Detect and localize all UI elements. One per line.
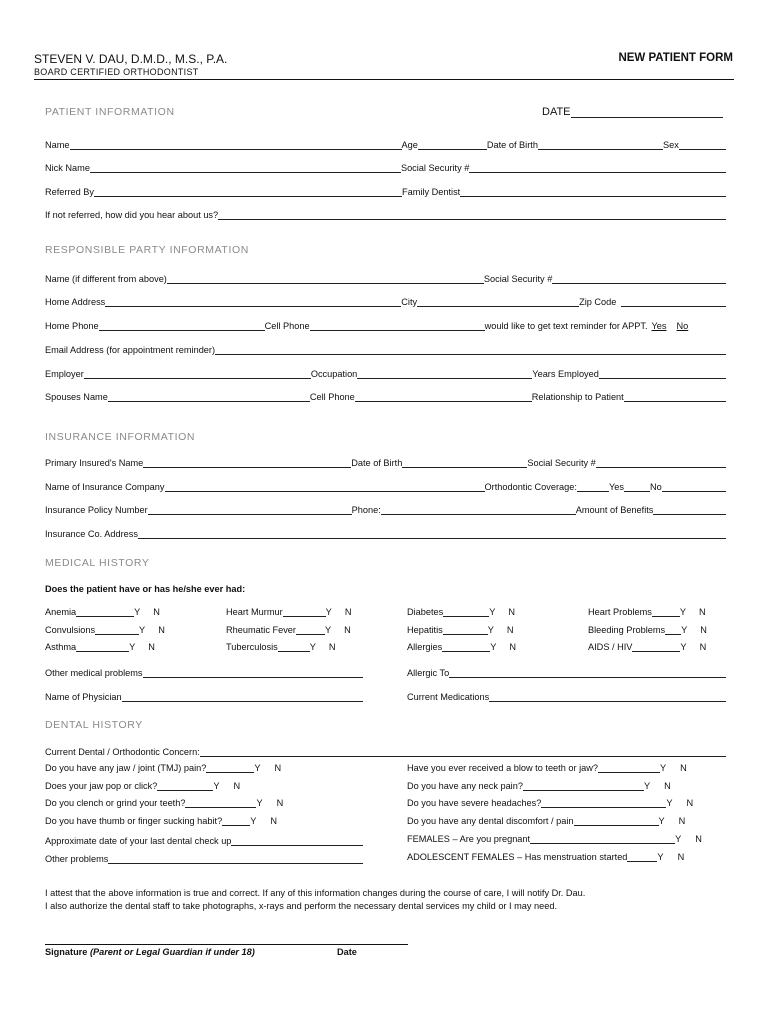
row-medications (407, 690, 726, 702)
condition-field[interactable] (632, 642, 680, 652)
email-field[interactable] (215, 345, 726, 355)
row-other-dental (45, 852, 363, 864)
dob-field[interactable] (538, 140, 663, 150)
section-responsible-party: RESPONSIBLE PARTY INFORMATION (45, 244, 249, 256)
ins-phone-field[interactable] (381, 505, 576, 515)
resp-name-field[interactable] (167, 274, 484, 284)
yes-option[interactable]: Y (658, 816, 665, 826)
sex-label: Sex (662, 140, 679, 150)
yes-option[interactable]: Y (643, 781, 651, 791)
condition-label: Bleeding Problems (588, 625, 666, 635)
no-option[interactable]: N (686, 798, 694, 808)
dental-question-field[interactable] (627, 852, 657, 862)
nickname-label: Nick Name (45, 163, 90, 173)
condition-field[interactable] (443, 625, 488, 635)
condition-field[interactable] (665, 625, 681, 635)
yes-option[interactable]: Y (134, 607, 141, 617)
other-medical-label: Other medical problems (45, 668, 143, 678)
dental-question-field[interactable] (523, 781, 644, 791)
yes-option[interactable]: Y (675, 834, 682, 844)
dental-question-label: Do you clench or grind your teeth? (45, 798, 186, 808)
insured-dob-label: Date of Birth (351, 458, 403, 468)
doctor-name: STEVEN V. DAU, D.M.D., M.S., P.A. (34, 52, 228, 66)
policy-field[interactable] (148, 505, 352, 515)
other-medical-field[interactable] (143, 668, 363, 678)
dental-question-field[interactable] (598, 763, 660, 773)
dental-question-label: Have you ever received a blow to teeth or jaw? (407, 763, 598, 773)
no-option[interactable]: N (698, 607, 706, 617)
resp-ssn-field[interactable] (552, 274, 726, 284)
dental-question (45, 781, 240, 791)
row-other-medical (45, 666, 363, 678)
row-ins-address (45, 527, 726, 539)
dob-label: Date of Birth (486, 140, 538, 150)
medical-condition (407, 642, 516, 652)
resp-name-label: Name (if different from above) (45, 274, 167, 284)
yes-option[interactable]: Y (325, 607, 332, 617)
dental-question-field[interactable] (530, 834, 675, 844)
family-dentist-field[interactable] (460, 187, 726, 197)
dental-question-label: ADOLESCENT FEMALES – Has menstruation started (407, 852, 628, 862)
ortho-yes[interactable]: Yes (608, 482, 624, 492)
home-phone-field[interactable] (99, 321, 265, 331)
dental-question-label: Do you have severe headaches? (407, 798, 542, 808)
medical-condition (45, 642, 155, 652)
section-insurance: INSURANCE INFORMATION (45, 431, 196, 443)
condition-label: Heart Murmur (226, 607, 283, 617)
section-medical-history: MEDICAL HISTORY (45, 557, 150, 569)
signature-note: (Parent or Legal Guardian if under 18) (89, 947, 255, 957)
condition-field[interactable] (95, 625, 139, 635)
ortho-no[interactable]: No (649, 482, 662, 492)
dental-question-field[interactable] (206, 763, 254, 773)
date-label: DATE (542, 106, 571, 118)
row-allergic (407, 666, 726, 678)
medical-condition (226, 625, 351, 635)
form-title: NEW PATIENT FORM (618, 52, 733, 64)
condition-label: Tuberculosis (226, 642, 278, 652)
condition-field[interactable] (278, 642, 310, 652)
dental-question (407, 798, 693, 808)
hear-label: If not referred, how did you hear about us? (45, 210, 219, 220)
cell-phone-label: Cell Phone (264, 321, 310, 331)
no-option[interactable]: N (508, 607, 516, 617)
attest-line-1: I attest that the above information is true and correct. If any of this information changes during the course of care, I will notify Dr. Dau. (45, 888, 586, 898)
spouse-cell-field[interactable] (355, 392, 532, 402)
row-referred (45, 185, 726, 197)
medical-condition (226, 642, 336, 652)
no-option[interactable]: N (664, 781, 671, 791)
dental-question-label: Do you have any neck pain? (407, 781, 523, 791)
row-phones (45, 319, 726, 331)
address-label: Home Address (45, 297, 106, 307)
reminder-no[interactable]: No (676, 321, 689, 331)
no-option[interactable]: N (677, 852, 685, 862)
no-option[interactable]: N (276, 798, 284, 808)
other-dental-label: Other problems (45, 854, 109, 864)
insured-ssn-field[interactable] (596, 458, 726, 468)
signature-label-group (45, 947, 255, 957)
condition-label: Anemia (45, 607, 77, 617)
policy-label: Insurance Policy Number (45, 505, 148, 515)
no-option[interactable]: N (344, 625, 351, 635)
physician-field[interactable] (122, 692, 363, 702)
no-option[interactable]: N (270, 816, 277, 826)
row-nickname (45, 161, 726, 173)
nickname-field[interactable] (90, 163, 401, 173)
condition-field[interactable] (652, 607, 680, 617)
medical-condition (407, 607, 515, 617)
employer-field[interactable] (84, 369, 311, 379)
medical-condition (45, 607, 160, 617)
no-option[interactable]: N (148, 642, 155, 652)
yes-option[interactable]: Y (254, 763, 261, 773)
row-email (45, 343, 726, 355)
date-field[interactable] (542, 106, 723, 118)
dental-question-field[interactable] (157, 781, 213, 791)
dental-question-field[interactable] (222, 816, 250, 826)
occupation-field[interactable] (357, 369, 532, 379)
yes-option[interactable]: Y (139, 625, 146, 635)
row-checkup (45, 834, 363, 846)
concern-label: Current Dental / Orthodontic Concern: (45, 747, 200, 757)
dental-question-field[interactable] (574, 816, 659, 826)
no-option[interactable]: N (344, 607, 352, 617)
email-label: Email Address (for appointment reminder) (45, 345, 216, 355)
yes-option[interactable]: Y (213, 781, 220, 791)
attest-line-2: I also authorize the dental staff to take photographs, x-rays and perform the necessary dental services my child or I may need. (45, 901, 558, 911)
condition-field[interactable] (76, 607, 134, 617)
no-option[interactable]: N (233, 781, 241, 791)
no-option[interactable]: N (328, 642, 336, 652)
ins-phone-label: Phone: (351, 505, 381, 515)
condition-field[interactable] (76, 642, 129, 652)
physician-label: Name of Physician (45, 692, 122, 702)
zip-label: Zip Code (579, 297, 617, 307)
row-physician (45, 690, 363, 702)
checkup-field[interactable] (231, 836, 363, 846)
city-label: City (401, 297, 418, 307)
dental-question (45, 798, 283, 808)
no-option[interactable]: N (699, 642, 707, 652)
resp-ssn-label: Social Security # (483, 274, 553, 284)
yes-option[interactable]: Y (666, 798, 673, 808)
condition-label: Asthma (45, 642, 77, 652)
zip-field[interactable] (621, 297, 726, 307)
checkup-label: Approximate date of your last dental check up (45, 836, 232, 846)
dental-question-label: FEMALES – Are you pregnant (407, 834, 531, 844)
ssn-field[interactable] (469, 163, 726, 173)
benefits-label: Amount of Benefits (575, 505, 654, 515)
no-option[interactable]: N (509, 642, 517, 652)
row-employer (45, 367, 726, 379)
medications-label: Current Medications (407, 692, 490, 702)
condition-label: Diabetes (407, 607, 444, 617)
other-dental-field[interactable] (108, 854, 363, 864)
yes-option[interactable]: Y (256, 798, 263, 808)
yes-option[interactable]: Y (324, 625, 332, 635)
no-option[interactable]: N (506, 625, 514, 635)
yes-option[interactable]: Y (680, 642, 687, 652)
no-option[interactable]: N (695, 834, 702, 844)
yes-option[interactable]: Y (309, 642, 316, 652)
dental-question-field[interactable] (185, 798, 256, 808)
referred-label: Referred By (45, 187, 95, 197)
reminder-yes[interactable]: Yes (651, 321, 667, 331)
condition-label: Allergies (407, 642, 443, 652)
yes-option[interactable]: Y (489, 607, 496, 617)
dental-question-label: Do you have any dental discomfort / pain (407, 816, 574, 826)
medical-condition (407, 625, 514, 635)
spouse-label: Spouses Name (45, 392, 108, 402)
age-label: Age (401, 140, 418, 150)
medical-condition (588, 607, 706, 617)
employer-label: Employer (45, 369, 84, 379)
yes-option[interactable]: Y (129, 642, 136, 652)
name-label: Name (45, 140, 70, 150)
dental-question-label: Do you have thumb or finger sucking habit? (45, 816, 223, 826)
city-field[interactable] (417, 297, 579, 307)
medications-field[interactable] (489, 692, 726, 702)
no-option[interactable]: N (678, 816, 686, 826)
ortho-line-3 (662, 482, 726, 492)
dental-question (407, 781, 671, 791)
no-option[interactable]: N (158, 625, 165, 635)
insured-name-field[interactable] (143, 458, 351, 468)
company-field[interactable] (165, 482, 485, 492)
dental-question-label: Does your jaw pop or click? (45, 781, 158, 791)
allergic-field[interactable] (449, 668, 726, 678)
occupation-label: Occupation (310, 369, 358, 379)
no-option[interactable]: N (680, 763, 687, 773)
condition-field[interactable] (443, 607, 489, 617)
ins-address-label: Insurance Co. Address (45, 529, 138, 539)
yes-option[interactable]: Y (490, 642, 497, 652)
row-spouse (45, 390, 726, 402)
row-concern (45, 745, 726, 757)
address-field[interactable] (105, 297, 401, 307)
section-dental-history: DENTAL HISTORY (45, 719, 143, 731)
relationship-label: Relationship to Patient (531, 392, 624, 402)
yes-option[interactable]: Y (660, 763, 667, 773)
no-option[interactable]: N (153, 607, 160, 617)
row-resp-name (45, 272, 726, 284)
dental-question (45, 816, 277, 826)
doctor-subtitle: BOARD CERTIFIED ORTHODONTIST (34, 67, 199, 77)
hear-field[interactable] (218, 210, 726, 220)
company-label: Name of Insurance Company (45, 482, 165, 492)
medical-condition (588, 642, 706, 652)
yes-option[interactable]: Y (250, 816, 257, 826)
insured-name-label: Primary Insured's Name (45, 458, 144, 468)
condition-label: AIDS / HIV (588, 642, 633, 652)
yes-option[interactable]: Y (679, 607, 686, 617)
no-option[interactable]: N (274, 763, 282, 773)
row-patient-name (45, 138, 726, 150)
family-dentist-label: Family Dentist (402, 187, 461, 197)
condition-label: Hepatitis (407, 625, 443, 635)
condition-field[interactable] (442, 642, 490, 652)
concern-field[interactable] (200, 747, 726, 757)
home-phone-label: Home Phone (45, 321, 99, 331)
condition-label: Heart Problems (588, 607, 652, 617)
spouse-cell-label: Cell Phone (309, 392, 355, 402)
relationship-field[interactable] (624, 392, 726, 402)
section-patient-information: PATIENT INFORMATION (45, 106, 175, 118)
cell-phone-field[interactable] (310, 321, 485, 331)
condition-label: Convulsions (45, 625, 96, 635)
condition-field[interactable] (296, 625, 325, 635)
dental-question (45, 763, 281, 773)
yes-option[interactable]: Y (657, 852, 664, 862)
condition-label: Rheumatic Fever (226, 625, 296, 635)
ortho-label: Orthodontic Coverage: (484, 482, 577, 492)
ortho-line-2 (624, 482, 650, 492)
row-hear (45, 208, 726, 220)
ins-address-field[interactable] (138, 529, 726, 539)
medical-question: Does the patient have or has he/she ever had: (45, 584, 246, 594)
ortho-line (577, 482, 609, 492)
row-company (45, 480, 726, 492)
years-label: Years Employed (532, 369, 599, 379)
benefits-field[interactable] (653, 505, 726, 515)
no-option[interactable]: N (700, 625, 707, 635)
medical-condition (588, 625, 707, 635)
ssn-label: Social Security # (400, 163, 470, 173)
row-insured (45, 456, 726, 468)
header-divider (34, 79, 734, 80)
dental-question (407, 834, 702, 844)
name-field[interactable] (70, 140, 402, 150)
yes-option[interactable]: Y (487, 625, 494, 635)
signature-label: Signature (45, 947, 88, 957)
years-field[interactable] (599, 369, 726, 379)
signature-line[interactable] (45, 944, 408, 945)
referred-field[interactable] (94, 187, 402, 197)
sex-field[interactable] (679, 140, 726, 150)
medical-condition (226, 607, 351, 617)
age-field[interactable] (418, 140, 487, 150)
dental-question (407, 852, 684, 862)
dental-question (407, 816, 685, 826)
signature-date-label: Date (337, 947, 357, 957)
condition-field[interactable] (283, 607, 326, 617)
insured-dob-field[interactable] (402, 458, 527, 468)
reminder-label: would like to get text reminder for APPT. (484, 321, 648, 331)
dental-question (407, 763, 687, 773)
allergic-label: Allergic To (407, 668, 450, 678)
spouse-field[interactable] (108, 392, 310, 402)
yes-option[interactable]: Y (681, 625, 688, 635)
row-policy (45, 503, 726, 515)
row-address (45, 295, 726, 307)
medical-condition (45, 625, 165, 635)
dental-question-field[interactable] (541, 798, 666, 808)
dental-question-label: Do you have any jaw / joint (TMJ) pain? (45, 763, 207, 773)
insured-ssn-label: Social Security # (527, 458, 596, 468)
